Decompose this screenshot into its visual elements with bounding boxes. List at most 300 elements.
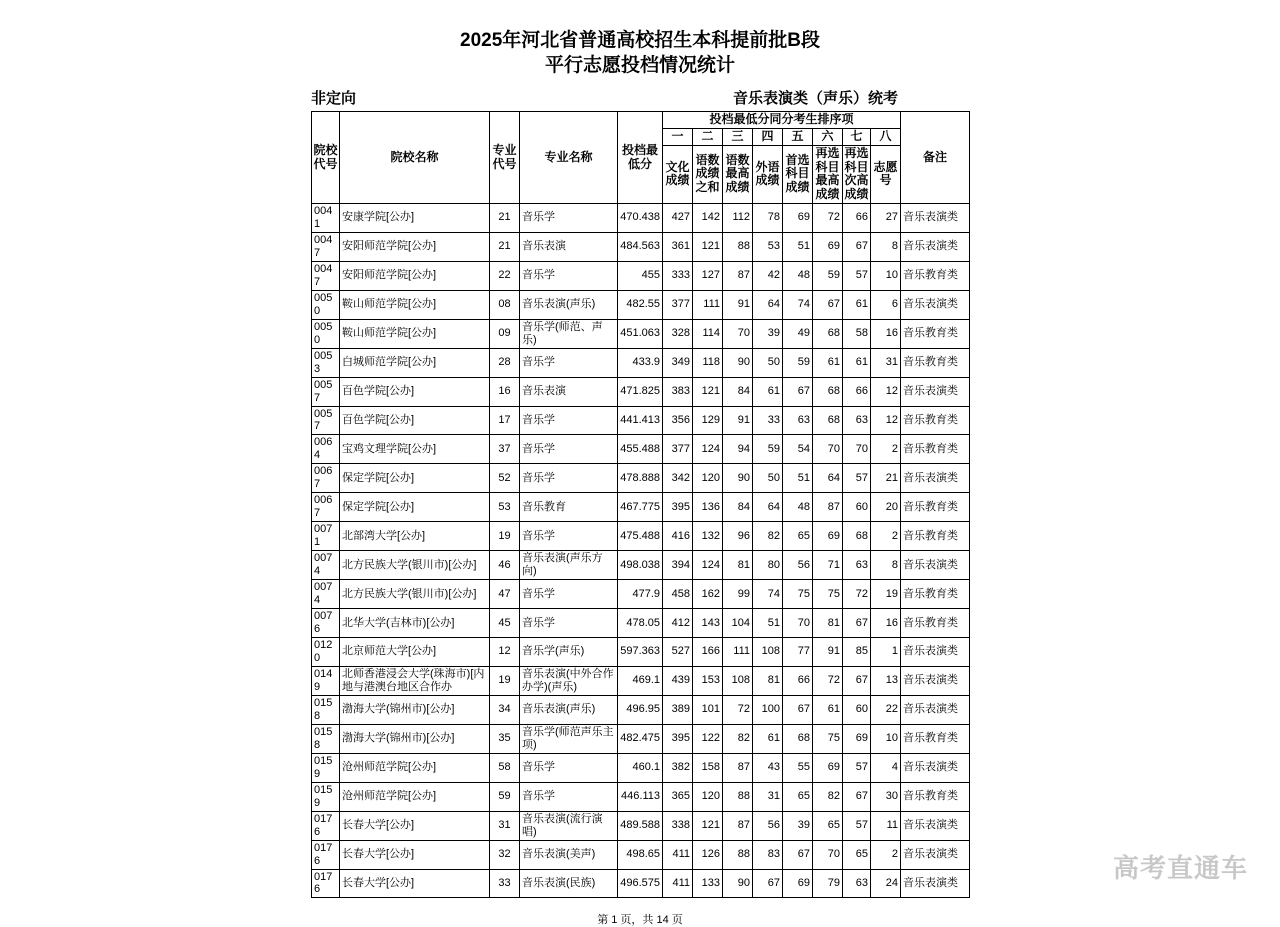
cell-college-code: 0067 — [312, 464, 340, 493]
cell-rank-4: 56 — [753, 811, 783, 840]
cell-major-name: 音乐学 — [520, 609, 618, 638]
cell-rank-8: 12 — [871, 377, 901, 406]
cell-min-score: 477.9 — [618, 580, 663, 609]
cell-min-score: 433.9 — [618, 348, 663, 377]
table-row — [312, 782, 970, 811]
cell-major-code: 22 — [490, 261, 520, 290]
cell-rank-5: 68 — [783, 724, 813, 753]
col-header-first-subject: 首选科目成绩 — [783, 145, 813, 203]
cell-rank-5: 69 — [783, 203, 813, 232]
cell-min-score: 489.588 — [618, 811, 663, 840]
cell-remark: 音乐教育类 — [901, 493, 970, 522]
cell-college-code: 0120 — [312, 638, 340, 667]
cell-rank-6: 72 — [813, 203, 843, 232]
cell-remark: 音乐教育类 — [901, 348, 970, 377]
cell-rank-8: 12 — [871, 406, 901, 435]
cell-major-name: 音乐学 — [520, 464, 618, 493]
cell-rank-1: 395 — [663, 724, 693, 753]
cell-rank-5: 51 — [783, 464, 813, 493]
cell-rank-8: 21 — [871, 464, 901, 493]
table-row — [312, 261, 970, 290]
page-title — [0, 0, 1280, 78]
cell-rank-4: 50 — [753, 464, 783, 493]
cell-rank-2: 121 — [693, 232, 723, 261]
cell-rank-5: 56 — [783, 551, 813, 580]
col-header-min-score: 投档最低分 — [618, 112, 663, 204]
cell-rank-5: 69 — [783, 869, 813, 898]
cell-rank-1: 394 — [663, 551, 693, 580]
cell-rank-3: 88 — [723, 782, 753, 811]
cell-major-code: 46 — [490, 551, 520, 580]
cell-remark: 音乐教育类 — [901, 435, 970, 464]
table-row — [312, 753, 970, 782]
table-row — [312, 695, 970, 724]
cell-major-code: 31 — [490, 811, 520, 840]
cell-college-name: 北方民族大学(银川市)[公办] — [340, 580, 490, 609]
table-body — [312, 203, 970, 898]
cell-rank-8: 24 — [871, 869, 901, 898]
cell-college-name: 宝鸡文理学院[公办] — [340, 435, 490, 464]
cell-rank-3: 90 — [723, 348, 753, 377]
cell-rank-7: 67 — [843, 782, 871, 811]
cell-rank-8: 10 — [871, 261, 901, 290]
cell-major-code: 47 — [490, 580, 520, 609]
cell-rank-8: 11 — [871, 811, 901, 840]
cell-rank-8: 6 — [871, 290, 901, 319]
table-row — [312, 319, 970, 348]
cell-college-code: 0047 — [312, 261, 340, 290]
cell-major-code: 21 — [490, 203, 520, 232]
cell-remark: 音乐表演类 — [901, 232, 970, 261]
cell-rank-3: 84 — [723, 377, 753, 406]
cell-rank-5: 59 — [783, 348, 813, 377]
table-row — [312, 290, 970, 319]
cell-rank-5: 63 — [783, 406, 813, 435]
watermark: 高考直通车 — [1112, 853, 1248, 883]
cell-remark: 音乐表演类 — [901, 811, 970, 840]
cell-rank-6: 72 — [813, 666, 843, 695]
cell-major-name: 音乐学 — [520, 261, 618, 290]
cell-min-score: 455 — [618, 261, 663, 290]
cell-major-name: 音乐学 — [520, 580, 618, 609]
cell-rank-7: 63 — [843, 406, 871, 435]
cell-rank-1: 412 — [663, 609, 693, 638]
cell-rank-6: 70 — [813, 435, 843, 464]
cell-rank-7: 66 — [843, 377, 871, 406]
col-header-chinese-math-sum: 语数成绩之和 — [693, 145, 723, 203]
cell-rank-8: 8 — [871, 551, 901, 580]
cell-major-name: 音乐表演(中外合作办学)(声乐) — [520, 666, 618, 695]
cell-remark: 音乐表演类 — [901, 203, 970, 232]
cell-college-code: 0074 — [312, 551, 340, 580]
table-row — [312, 869, 970, 898]
cell-rank-8: 4 — [871, 753, 901, 782]
cell-min-score: 482.55 — [618, 290, 663, 319]
cell-rank-8: 31 — [871, 348, 901, 377]
cell-rank-5: 49 — [783, 319, 813, 348]
cell-remark: 音乐表演类 — [901, 869, 970, 898]
cell-rank-6: 68 — [813, 319, 843, 348]
cell-rank-1: 411 — [663, 840, 693, 869]
cell-rank-8: 27 — [871, 203, 901, 232]
cell-college-name: 保定学院[公办] — [340, 493, 490, 522]
cell-rank-3: 112 — [723, 203, 753, 232]
col-header-rank-5: 五 — [783, 128, 813, 145]
cell-college-name: 百色学院[公办] — [340, 377, 490, 406]
cell-min-score: 475.488 — [618, 522, 663, 551]
cell-college-name: 安阳师范学院[公办] — [340, 261, 490, 290]
cell-rank-5: 70 — [783, 609, 813, 638]
cell-college-name: 北方民族大学(银川市)[公办] — [340, 551, 490, 580]
cell-min-score: 451.063 — [618, 319, 663, 348]
cell-college-code: 0076 — [312, 609, 340, 638]
cell-rank-3: 87 — [723, 811, 753, 840]
cell-remark: 音乐教育类 — [901, 724, 970, 753]
cell-rank-8: 16 — [871, 609, 901, 638]
cell-rank-2: 158 — [693, 753, 723, 782]
cell-rank-7: 72 — [843, 580, 871, 609]
cell-min-score: 470.438 — [618, 203, 663, 232]
cell-rank-7: 69 — [843, 724, 871, 753]
cell-major-name: 音乐学 — [520, 203, 618, 232]
cell-college-code: 0050 — [312, 290, 340, 319]
cell-rank-4: 74 — [753, 580, 783, 609]
cell-rank-1: 349 — [663, 348, 693, 377]
cell-rank-4: 59 — [753, 435, 783, 464]
cell-rank-5: 55 — [783, 753, 813, 782]
cell-rank-2: 142 — [693, 203, 723, 232]
cell-rank-5: 66 — [783, 666, 813, 695]
cell-rank-4: 61 — [753, 724, 783, 753]
table-row — [312, 406, 970, 435]
cell-remark: 音乐教育类 — [901, 609, 970, 638]
cell-major-code: 35 — [490, 724, 520, 753]
cell-min-score: 471.825 — [618, 377, 663, 406]
cell-college-code: 0158 — [312, 724, 340, 753]
cell-rank-4: 64 — [753, 493, 783, 522]
cell-rank-1: 365 — [663, 782, 693, 811]
cell-rank-5: 67 — [783, 695, 813, 724]
cell-rank-2: 136 — [693, 493, 723, 522]
cell-remark: 音乐表演类 — [901, 464, 970, 493]
orientation-label: 非定向 — [311, 90, 357, 108]
cell-rank-1: 333 — [663, 261, 693, 290]
exam-category-label: 音乐表演类（声乐）统考 — [732, 90, 898, 108]
cell-remark: 音乐表演类 — [901, 290, 970, 319]
cell-rank-7: 57 — [843, 753, 871, 782]
cell-min-score: 496.95 — [618, 695, 663, 724]
cell-major-code: 17 — [490, 406, 520, 435]
cell-college-code: 0057 — [312, 406, 340, 435]
cell-rank-2: 153 — [693, 666, 723, 695]
cell-rank-8: 8 — [871, 232, 901, 261]
cell-major-name: 音乐表演 — [520, 232, 618, 261]
cell-rank-5: 51 — [783, 232, 813, 261]
cell-rank-4: 64 — [753, 290, 783, 319]
cell-rank-2: 143 — [693, 609, 723, 638]
cell-rank-6: 61 — [813, 695, 843, 724]
cell-rank-5: 74 — [783, 290, 813, 319]
cell-rank-8: 16 — [871, 319, 901, 348]
cell-rank-2: 118 — [693, 348, 723, 377]
table-row — [312, 580, 970, 609]
cell-rank-5: 54 — [783, 435, 813, 464]
cell-major-code: 19 — [490, 666, 520, 695]
cell-rank-7: 70 — [843, 435, 871, 464]
cell-rank-6: 69 — [813, 522, 843, 551]
cell-rank-8: 2 — [871, 522, 901, 551]
table-row — [312, 464, 970, 493]
table-row — [312, 811, 970, 840]
page-title-line1: 2025年河北省普通高校招生本科提前批B段 — [460, 30, 820, 51]
cell-major-code: 12 — [490, 638, 520, 667]
cell-college-name: 沧州师范学院[公办] — [340, 753, 490, 782]
cell-rank-6: 69 — [813, 753, 843, 782]
cell-rank-1: 395 — [663, 493, 693, 522]
cell-major-name: 音乐学 — [520, 348, 618, 377]
col-header-tiebreak-group: 投档最低分同分考生排序项 — [663, 112, 901, 129]
cell-college-name: 安康学院[公办] — [340, 203, 490, 232]
cell-college-code: 0071 — [312, 522, 340, 551]
cell-rank-3: 81 — [723, 551, 753, 580]
cell-rank-5: 65 — [783, 522, 813, 551]
cell-college-name: 北京师范大学[公办] — [340, 638, 490, 667]
cell-rank-3: 84 — [723, 493, 753, 522]
labels-row — [311, 87, 969, 108]
cell-college-name: 百色学院[公办] — [340, 406, 490, 435]
col-header-volunteer-number: 志愿号 — [871, 145, 901, 203]
cell-rank-4: 42 — [753, 261, 783, 290]
cell-rank-7: 67 — [843, 666, 871, 695]
cell-rank-6: 65 — [813, 811, 843, 840]
cell-rank-3: 90 — [723, 464, 753, 493]
cell-rank-5: 67 — [783, 377, 813, 406]
cell-remark: 音乐教育类 — [901, 522, 970, 551]
cell-rank-8: 19 — [871, 580, 901, 609]
cell-major-code: 19 — [490, 522, 520, 551]
cell-rank-3: 94 — [723, 435, 753, 464]
cell-rank-6: 68 — [813, 377, 843, 406]
cell-rank-3: 88 — [723, 232, 753, 261]
cell-min-score: 467.775 — [618, 493, 663, 522]
cell-rank-2: 124 — [693, 435, 723, 464]
cell-rank-1: 389 — [663, 695, 693, 724]
cell-rank-4: 108 — [753, 638, 783, 667]
cell-remark: 音乐表演类 — [901, 551, 970, 580]
cell-rank-6: 68 — [813, 406, 843, 435]
cell-rank-7: 66 — [843, 203, 871, 232]
cell-rank-3: 88 — [723, 840, 753, 869]
cell-major-code: 32 — [490, 840, 520, 869]
cell-rank-1: 416 — [663, 522, 693, 551]
cell-major-code: 21 — [490, 232, 520, 261]
cell-major-name: 音乐学 — [520, 435, 618, 464]
cell-rank-2: 127 — [693, 261, 723, 290]
cell-college-code: 0074 — [312, 580, 340, 609]
cell-rank-2: 120 — [693, 464, 723, 493]
cell-rank-7: 68 — [843, 522, 871, 551]
cell-college-code: 0047 — [312, 232, 340, 261]
cell-rank-7: 58 — [843, 319, 871, 348]
cell-rank-6: 75 — [813, 724, 843, 753]
cell-rank-2: 121 — [693, 377, 723, 406]
cell-rank-6: 87 — [813, 493, 843, 522]
cell-major-name: 音乐表演(声乐) — [520, 695, 618, 724]
cell-college-code: 0158 — [312, 695, 340, 724]
cell-college-name: 沧州师范学院[公办] — [340, 782, 490, 811]
cell-major-code: 33 — [490, 869, 520, 898]
cell-college-code: 0053 — [312, 348, 340, 377]
cell-rank-6: 61 — [813, 348, 843, 377]
cell-rank-4: 53 — [753, 232, 783, 261]
table-row — [312, 609, 970, 638]
cell-rank-7: 61 — [843, 290, 871, 319]
cell-remark: 音乐表演类 — [901, 666, 970, 695]
cell-rank-1: 377 — [663, 435, 693, 464]
col-header-chinese-math-max: 语数最高成绩 — [723, 145, 753, 203]
page-number: 第 1 页，共 14 页 — [597, 914, 683, 927]
table-row — [312, 638, 970, 667]
cell-rank-1: 383 — [663, 377, 693, 406]
cell-rank-3: 99 — [723, 580, 753, 609]
cell-min-score: 460.1 — [618, 753, 663, 782]
cell-rank-7: 67 — [843, 232, 871, 261]
cell-min-score: 498.65 — [618, 840, 663, 869]
cell-rank-2: 122 — [693, 724, 723, 753]
cell-major-code: 58 — [490, 753, 520, 782]
cell-rank-8: 20 — [871, 493, 901, 522]
cell-major-code: 45 — [490, 609, 520, 638]
cell-major-code: 53 — [490, 493, 520, 522]
cell-min-score: 441.413 — [618, 406, 663, 435]
cell-rank-5: 75 — [783, 580, 813, 609]
cell-rank-3: 91 — [723, 406, 753, 435]
cell-rank-3: 87 — [723, 261, 753, 290]
col-header-resubject-second: 再选科目次高成绩 — [843, 145, 871, 203]
cell-college-name: 保定学院[公办] — [340, 464, 490, 493]
cell-rank-6: 79 — [813, 869, 843, 898]
cell-rank-7: 60 — [843, 695, 871, 724]
cell-rank-8: 2 — [871, 840, 901, 869]
cell-rank-2: 111 — [693, 290, 723, 319]
cell-rank-1: 342 — [663, 464, 693, 493]
cell-remark: 音乐表演类 — [901, 377, 970, 406]
cell-rank-6: 91 — [813, 638, 843, 667]
cell-rank-6: 64 — [813, 464, 843, 493]
cell-college-code: 0176 — [312, 840, 340, 869]
col-header-rank-7: 七 — [843, 128, 871, 145]
cell-rank-5: 65 — [783, 782, 813, 811]
table-row — [312, 348, 970, 377]
cell-college-name: 北华大学(吉林市)[公办] — [340, 609, 490, 638]
table-row — [312, 666, 970, 695]
cell-major-name: 音乐学 — [520, 782, 618, 811]
cell-min-score: 446.113 — [618, 782, 663, 811]
cell-rank-5: 67 — [783, 840, 813, 869]
cell-rank-4: 100 — [753, 695, 783, 724]
cell-rank-4: 61 — [753, 377, 783, 406]
cell-rank-7: 57 — [843, 464, 871, 493]
admission-stats-table — [311, 111, 970, 898]
cell-rank-4: 81 — [753, 666, 783, 695]
cell-college-code: 0050 — [312, 319, 340, 348]
cell-rank-4: 51 — [753, 609, 783, 638]
col-header-rank-8: 八 — [871, 128, 901, 145]
cell-rank-4: 83 — [753, 840, 783, 869]
cell-rank-4: 67 — [753, 869, 783, 898]
cell-major-code: 16 — [490, 377, 520, 406]
cell-rank-1: 377 — [663, 290, 693, 319]
cell-rank-8: 10 — [871, 724, 901, 753]
table-row — [312, 203, 970, 232]
page-title-line2: 平行志愿投档情况统计 — [544, 55, 735, 77]
table-row — [312, 493, 970, 522]
cell-rank-8: 2 — [871, 435, 901, 464]
cell-rank-4: 80 — [753, 551, 783, 580]
table-row — [312, 232, 970, 261]
col-header-rank-3: 三 — [723, 128, 753, 145]
cell-rank-3: 90 — [723, 869, 753, 898]
cell-major-name: 音乐学(声乐) — [520, 638, 618, 667]
cell-rank-6: 82 — [813, 782, 843, 811]
cell-rank-8: 30 — [871, 782, 901, 811]
cell-college-code: 0159 — [312, 753, 340, 782]
table-row — [312, 551, 970, 580]
cell-rank-4: 31 — [753, 782, 783, 811]
cell-major-name: 音乐学 — [520, 522, 618, 551]
col-header-culture-score: 文化成绩 — [663, 145, 693, 203]
cell-rank-7: 63 — [843, 869, 871, 898]
cell-rank-2: 101 — [693, 695, 723, 724]
table-row — [312, 724, 970, 753]
cell-major-code: 59 — [490, 782, 520, 811]
cell-rank-5: 48 — [783, 261, 813, 290]
cell-rank-1: 458 — [663, 580, 693, 609]
cell-major-code: 28 — [490, 348, 520, 377]
cell-min-score: 484.563 — [618, 232, 663, 261]
cell-rank-2: 120 — [693, 782, 723, 811]
cell-college-name: 渤海大学(锦州市)[公办] — [340, 695, 490, 724]
cell-rank-1: 328 — [663, 319, 693, 348]
cell-college-code: 0041 — [312, 203, 340, 232]
cell-rank-3: 70 — [723, 319, 753, 348]
cell-rank-3: 87 — [723, 753, 753, 782]
cell-remark: 音乐教育类 — [901, 580, 970, 609]
cell-college-name: 鞍山师范学院[公办] — [340, 290, 490, 319]
cell-college-code: 0159 — [312, 782, 340, 811]
cell-rank-4: 82 — [753, 522, 783, 551]
cell-rank-2: 162 — [693, 580, 723, 609]
cell-rank-4: 78 — [753, 203, 783, 232]
cell-major-name: 音乐表演(声乐) — [520, 290, 618, 319]
cell-rank-7: 63 — [843, 551, 871, 580]
cell-rank-2: 126 — [693, 840, 723, 869]
cell-college-name: 长春大学[公办] — [340, 840, 490, 869]
cell-min-score: 482.475 — [618, 724, 663, 753]
col-header-rank-2: 二 — [693, 128, 723, 145]
cell-college-code: 0067 — [312, 493, 340, 522]
table-row — [312, 377, 970, 406]
cell-rank-5: 77 — [783, 638, 813, 667]
cell-rank-2: 133 — [693, 869, 723, 898]
cell-rank-1: 356 — [663, 406, 693, 435]
cell-major-name: 音乐表演(声乐方向) — [520, 551, 618, 580]
cell-remark: 音乐表演类 — [901, 840, 970, 869]
cell-rank-1: 382 — [663, 753, 693, 782]
cell-rank-6: 81 — [813, 609, 843, 638]
cell-min-score: 496.575 — [618, 869, 663, 898]
cell-major-code: 37 — [490, 435, 520, 464]
